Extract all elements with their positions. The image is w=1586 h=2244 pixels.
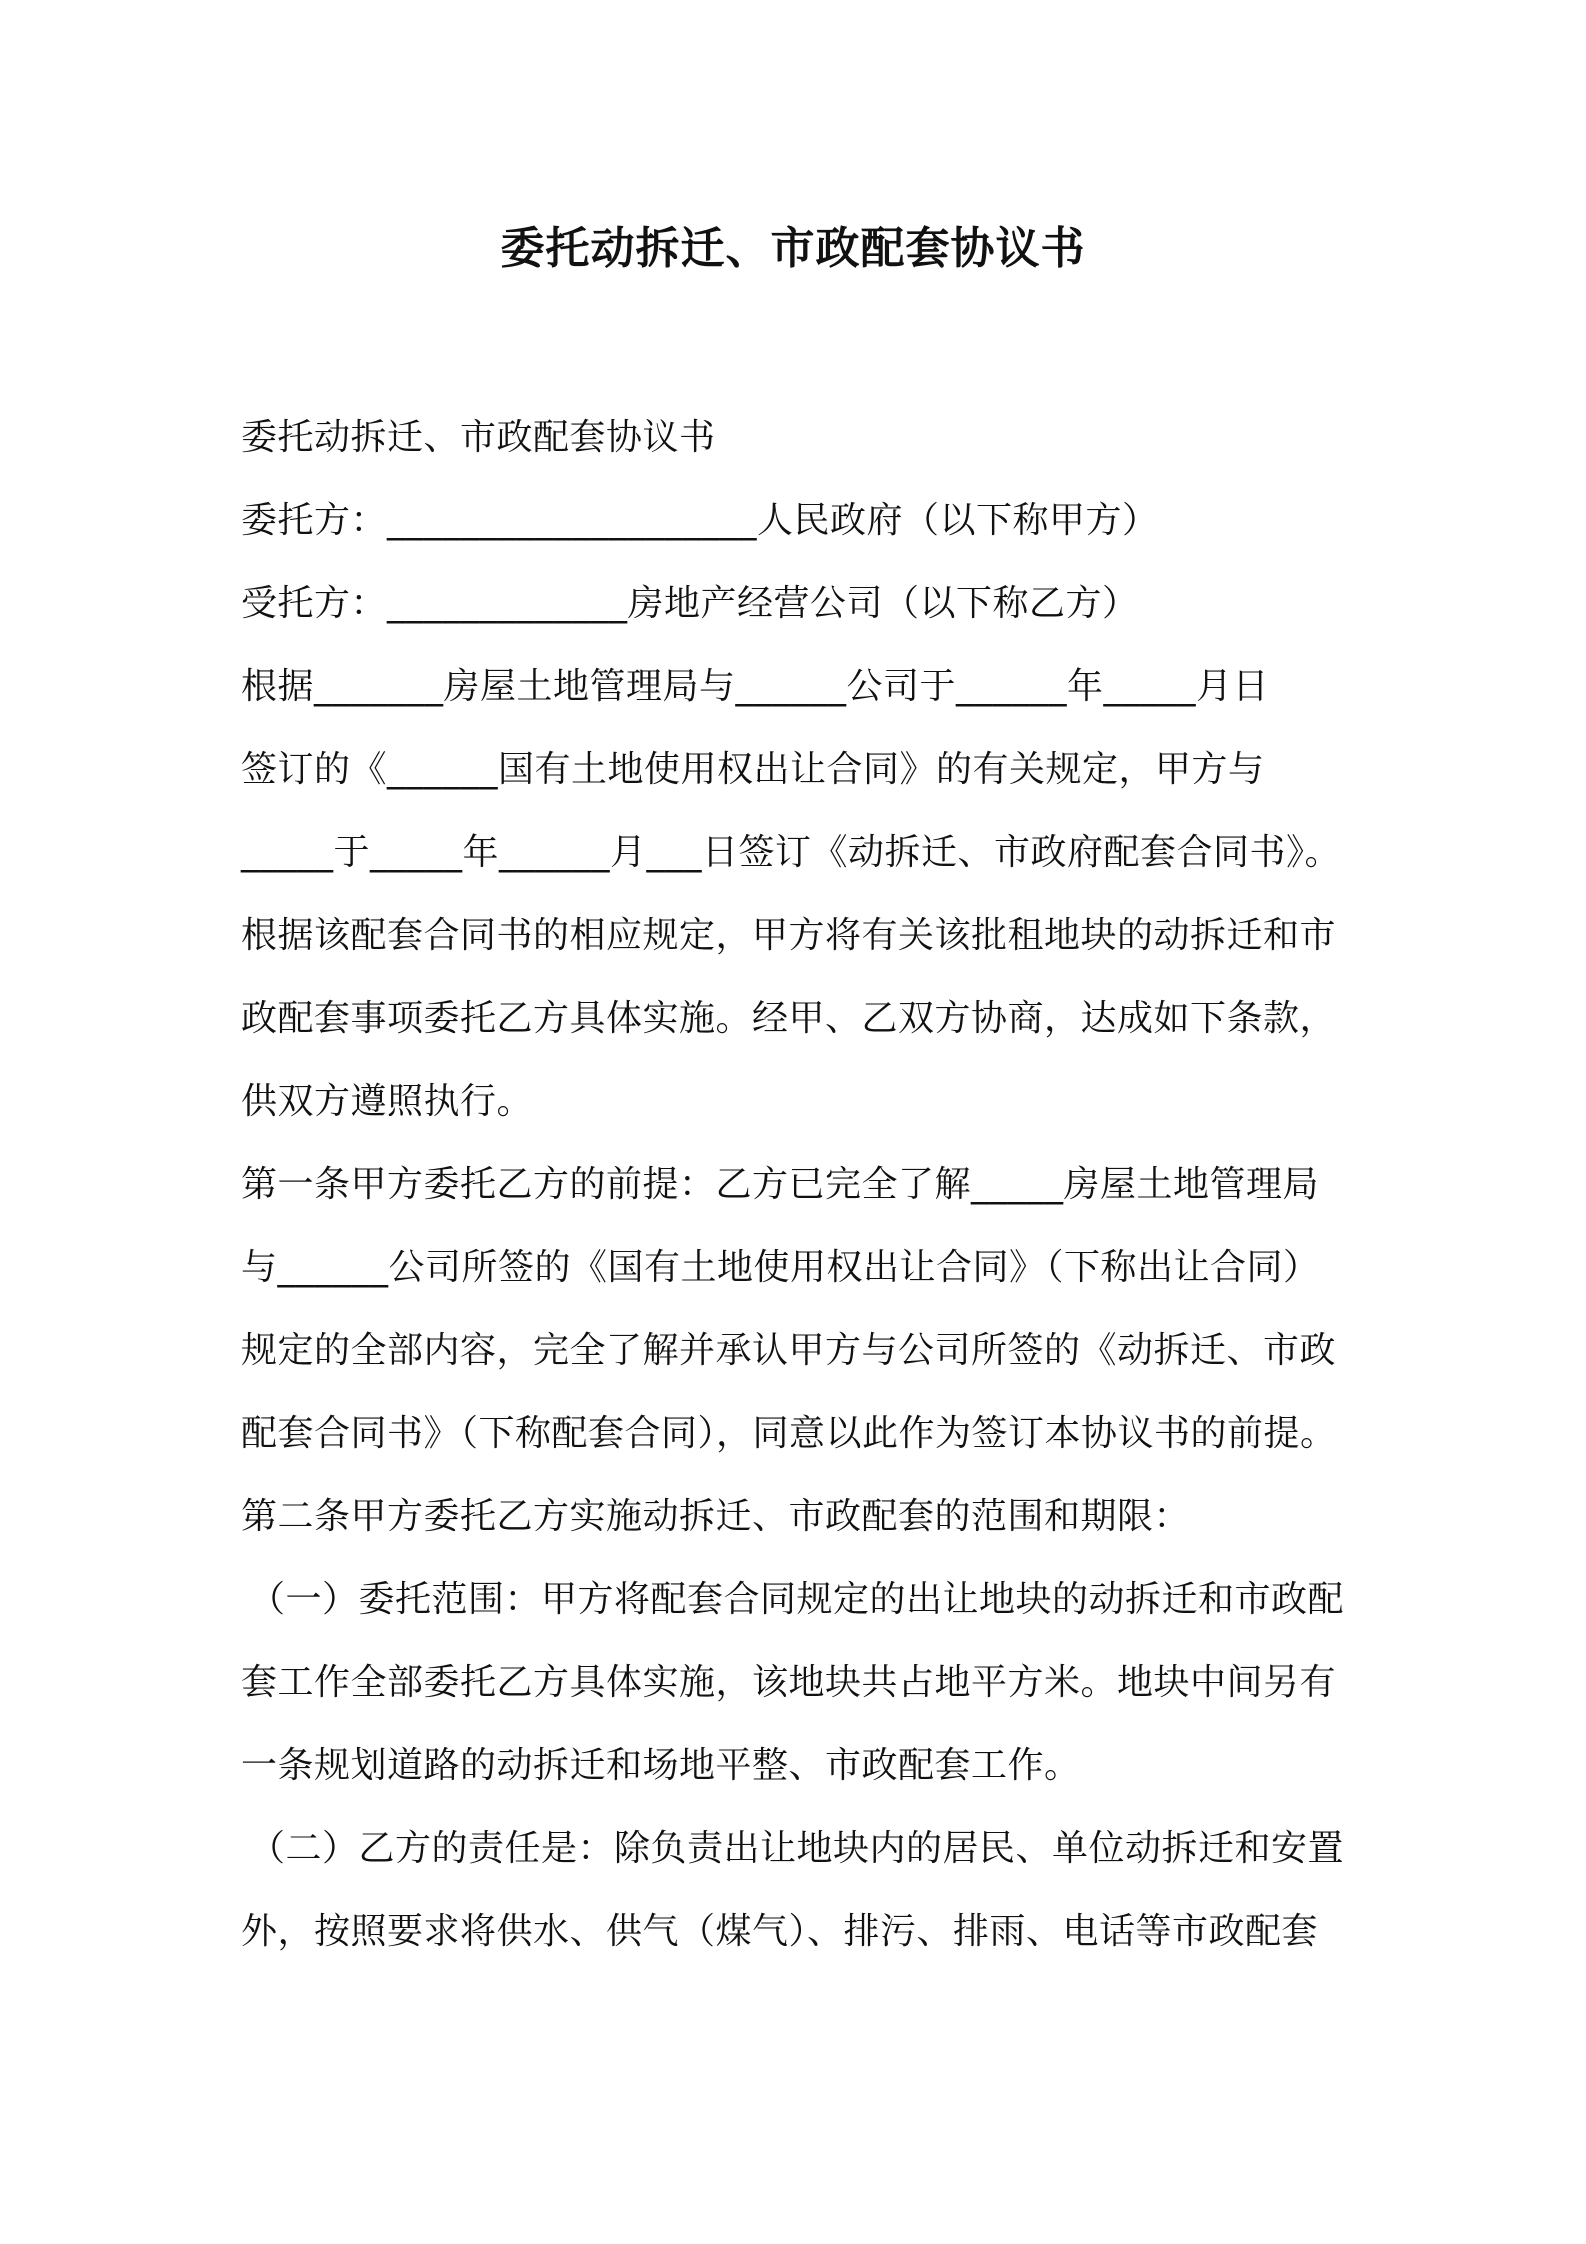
article-2-clause-1: （一）委托范围：甲方将配套合同规定的出让地块的动拆迁和市政配 <box>249 1579 1345 1620</box>
article-1-line: 规定的全部内容，完全了解并承认甲方与公司所签的《动拆迁、市政 <box>241 1330 1337 1371</box>
article-2-clause-1: 套工作全部委托乙方具体实施，该地块共占地平方米。地块中间另有 <box>241 1662 1337 1703</box>
body-line: 根据该配套合同书的相应规定，甲方将有关该批租地块的动拆迁和市 <box>241 915 1337 956</box>
article-1-line: 第一条甲方委托乙方的前提：乙方已完全了解_____房屋土地管理局 <box>241 1164 1320 1205</box>
article-2-clause-2: 外，按照要求将供水、供气（煤气）、排污、排雨、电话等市政配套 <box>241 1911 1319 1952</box>
body-line-principal: 委托方：____________________人民政府（以下称甲方） <box>241 500 1159 541</box>
body-line: 签订的《______国有土地使用权出让合同》的有关规定，甲方与 <box>241 749 1265 790</box>
body-line-agent: 受托方：_____________房地产经营公司（以下称乙方） <box>241 583 1139 624</box>
body-line: 政配套事项委托乙方具体实施。经甲、乙双方协商，达成如下条款， <box>241 998 1337 1039</box>
document-title: 委托动拆迁、市政配套协议书 <box>500 223 1086 274</box>
body-line: 根据_______房屋土地管理局与______公司于______年_____月日 <box>241 666 1270 707</box>
article-1-line: 配套合同书》（下称配套合同），同意以此作为签订本协议书的前提。 <box>241 1413 1337 1454</box>
body-line: 供双方遵照执行。 <box>241 1081 534 1122</box>
article-2-clause-2: （二）乙方的责任是：除负责出让地块内的居民、单位动拆迁和安置 <box>249 1828 1345 1869</box>
article-2-clause-1: 一条规划道路的动拆迁和场地平整、市政配套工作。 <box>241 1745 1081 1786</box>
article-2-heading: 第二条甲方委托乙方实施动拆迁、市政配套的范围和期限： <box>241 1496 1191 1537</box>
body-line-subtitle: 委托动拆迁、市政配套协议书 <box>241 417 716 458</box>
article-1-line: 与______公司所签的《国有土地使用权出让合同》（下称出让合同） <box>241 1247 1320 1288</box>
body-line: _____于_____年______月___日签订《动拆迁、市政府配套合同书》。 <box>241 832 1342 873</box>
